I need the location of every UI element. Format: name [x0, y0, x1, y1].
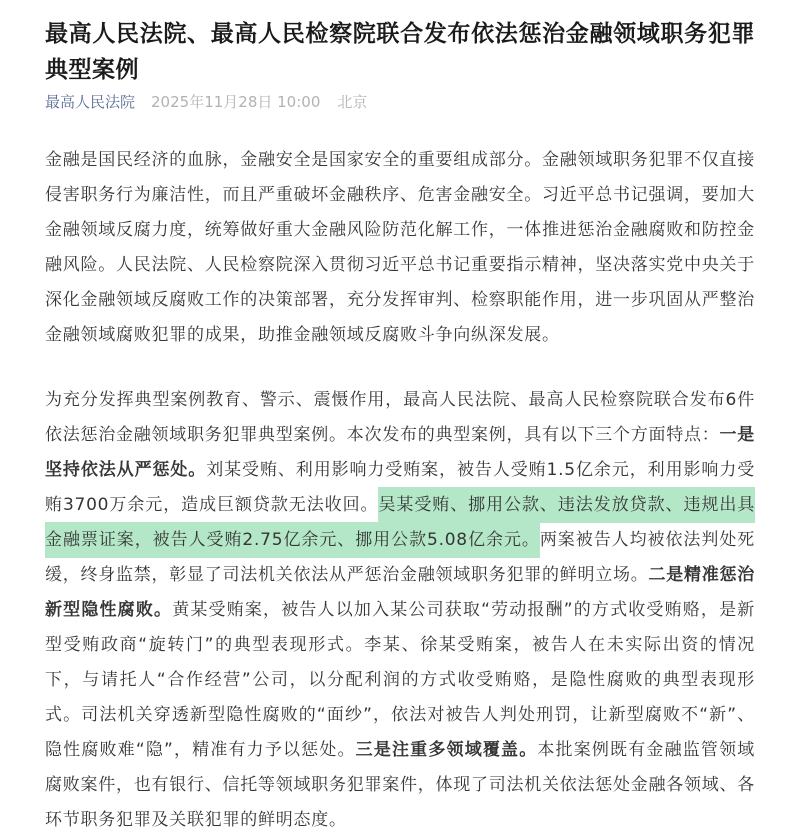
text-segment: 本批案例既有金融监管领域腐败案件，也有银行、信托等领域职务犯罪案件，体现了司法机关依法惩处金融各领域、各环节职务犯罪及关联犯罪的鲜明态度。 [45, 740, 755, 830]
byline-location: 北京 [337, 93, 368, 111]
byline-datetime: 2025年11月28日 10:00 [151, 93, 321, 111]
article-title: 最高人民法院、最高人民检察院联合发布依法惩治金融领域职务犯罪典型案例 [45, 21, 755, 83]
bold-text-segment: 二是精准惩治新型隐性腐败。 [45, 565, 755, 620]
bold-text-segment: 三是注重多领域覆盖。 [355, 740, 538, 760]
text-segment: 为充分发挥典型案例教育、警示、震慑作用，最高人民法院、最高人民检察院联合发布6件依法惩治金融领域职务犯罪典型案例。本次发布的典型案例，具有以下三个方面特点： [45, 390, 755, 445]
text-segment: 黄某受贿案，被告人以加入某公司获取“劳动报酬”的方式收受贿赂，是新型受贿政商“旋转门”的典型表现形式。李某、徐某受贿案，被告人在未实际出资的情况下，与请托人“合作经营”公司，以分配利润的方式收受贿赂，是隐性腐败的典型表现形式。司法机关穿透新型隐性腐败的“面纱”，依法对被告人判处刑罚，让新型腐败不“新”、隐性腐败难“隐”，精准有力予以惩处。 [45, 600, 756, 760]
bold-text-segment: 一是坚持依法从严惩处。 [45, 425, 755, 480]
text-segment: 刘某受贿、利用影响力受贿案，被告人受贿1.5亿余元，利用影响力受贿3700万余元，造成巨额贷款无法收回。 [45, 460, 755, 515]
article-paragraph [45, 383, 755, 838]
article-body [45, 143, 755, 838]
byline [45, 92, 755, 112]
article-paragraph [45, 143, 755, 353]
byline-source-link[interactable]: 最高人民法院 [45, 93, 136, 111]
text-segment: 金融是国民经济的血脉，金融安全是国家安全的重要组成部分。金融领域职务犯罪不仅直接侵害职务行为廉洁性，而且严重破坏金融秩序、危害金融安全。习近平总书记强调，要加大金融领域反腐力度，统筹做好重大金融风险防范化解工作，一体推进惩治金融腐败和防控金融风险。人民法院、人民检察院深入贯彻习近平总书记重要指示精神，坚决落实党中央关于深化金融领域反腐败工作的决策部署，充分发挥审判、检察职能作用，进一步巩固从严整治金融领域腐败犯罪的成果，助推金融领域反腐败斗争向纵深发展。 [45, 150, 755, 345]
highlighted-text-segment: 吴某受贿、挪用公款、违法发放贷款、违规出具金融票证案，被告人受贿2.75亿余元、挪用公款5.08亿余元。 [45, 487, 755, 558]
text-segment: 两案被告人均被依法判处死缓，终身监禁，彰显了司法机关依法从严惩治金融领域职务犯罪的鲜明立场。 [45, 530, 756, 585]
